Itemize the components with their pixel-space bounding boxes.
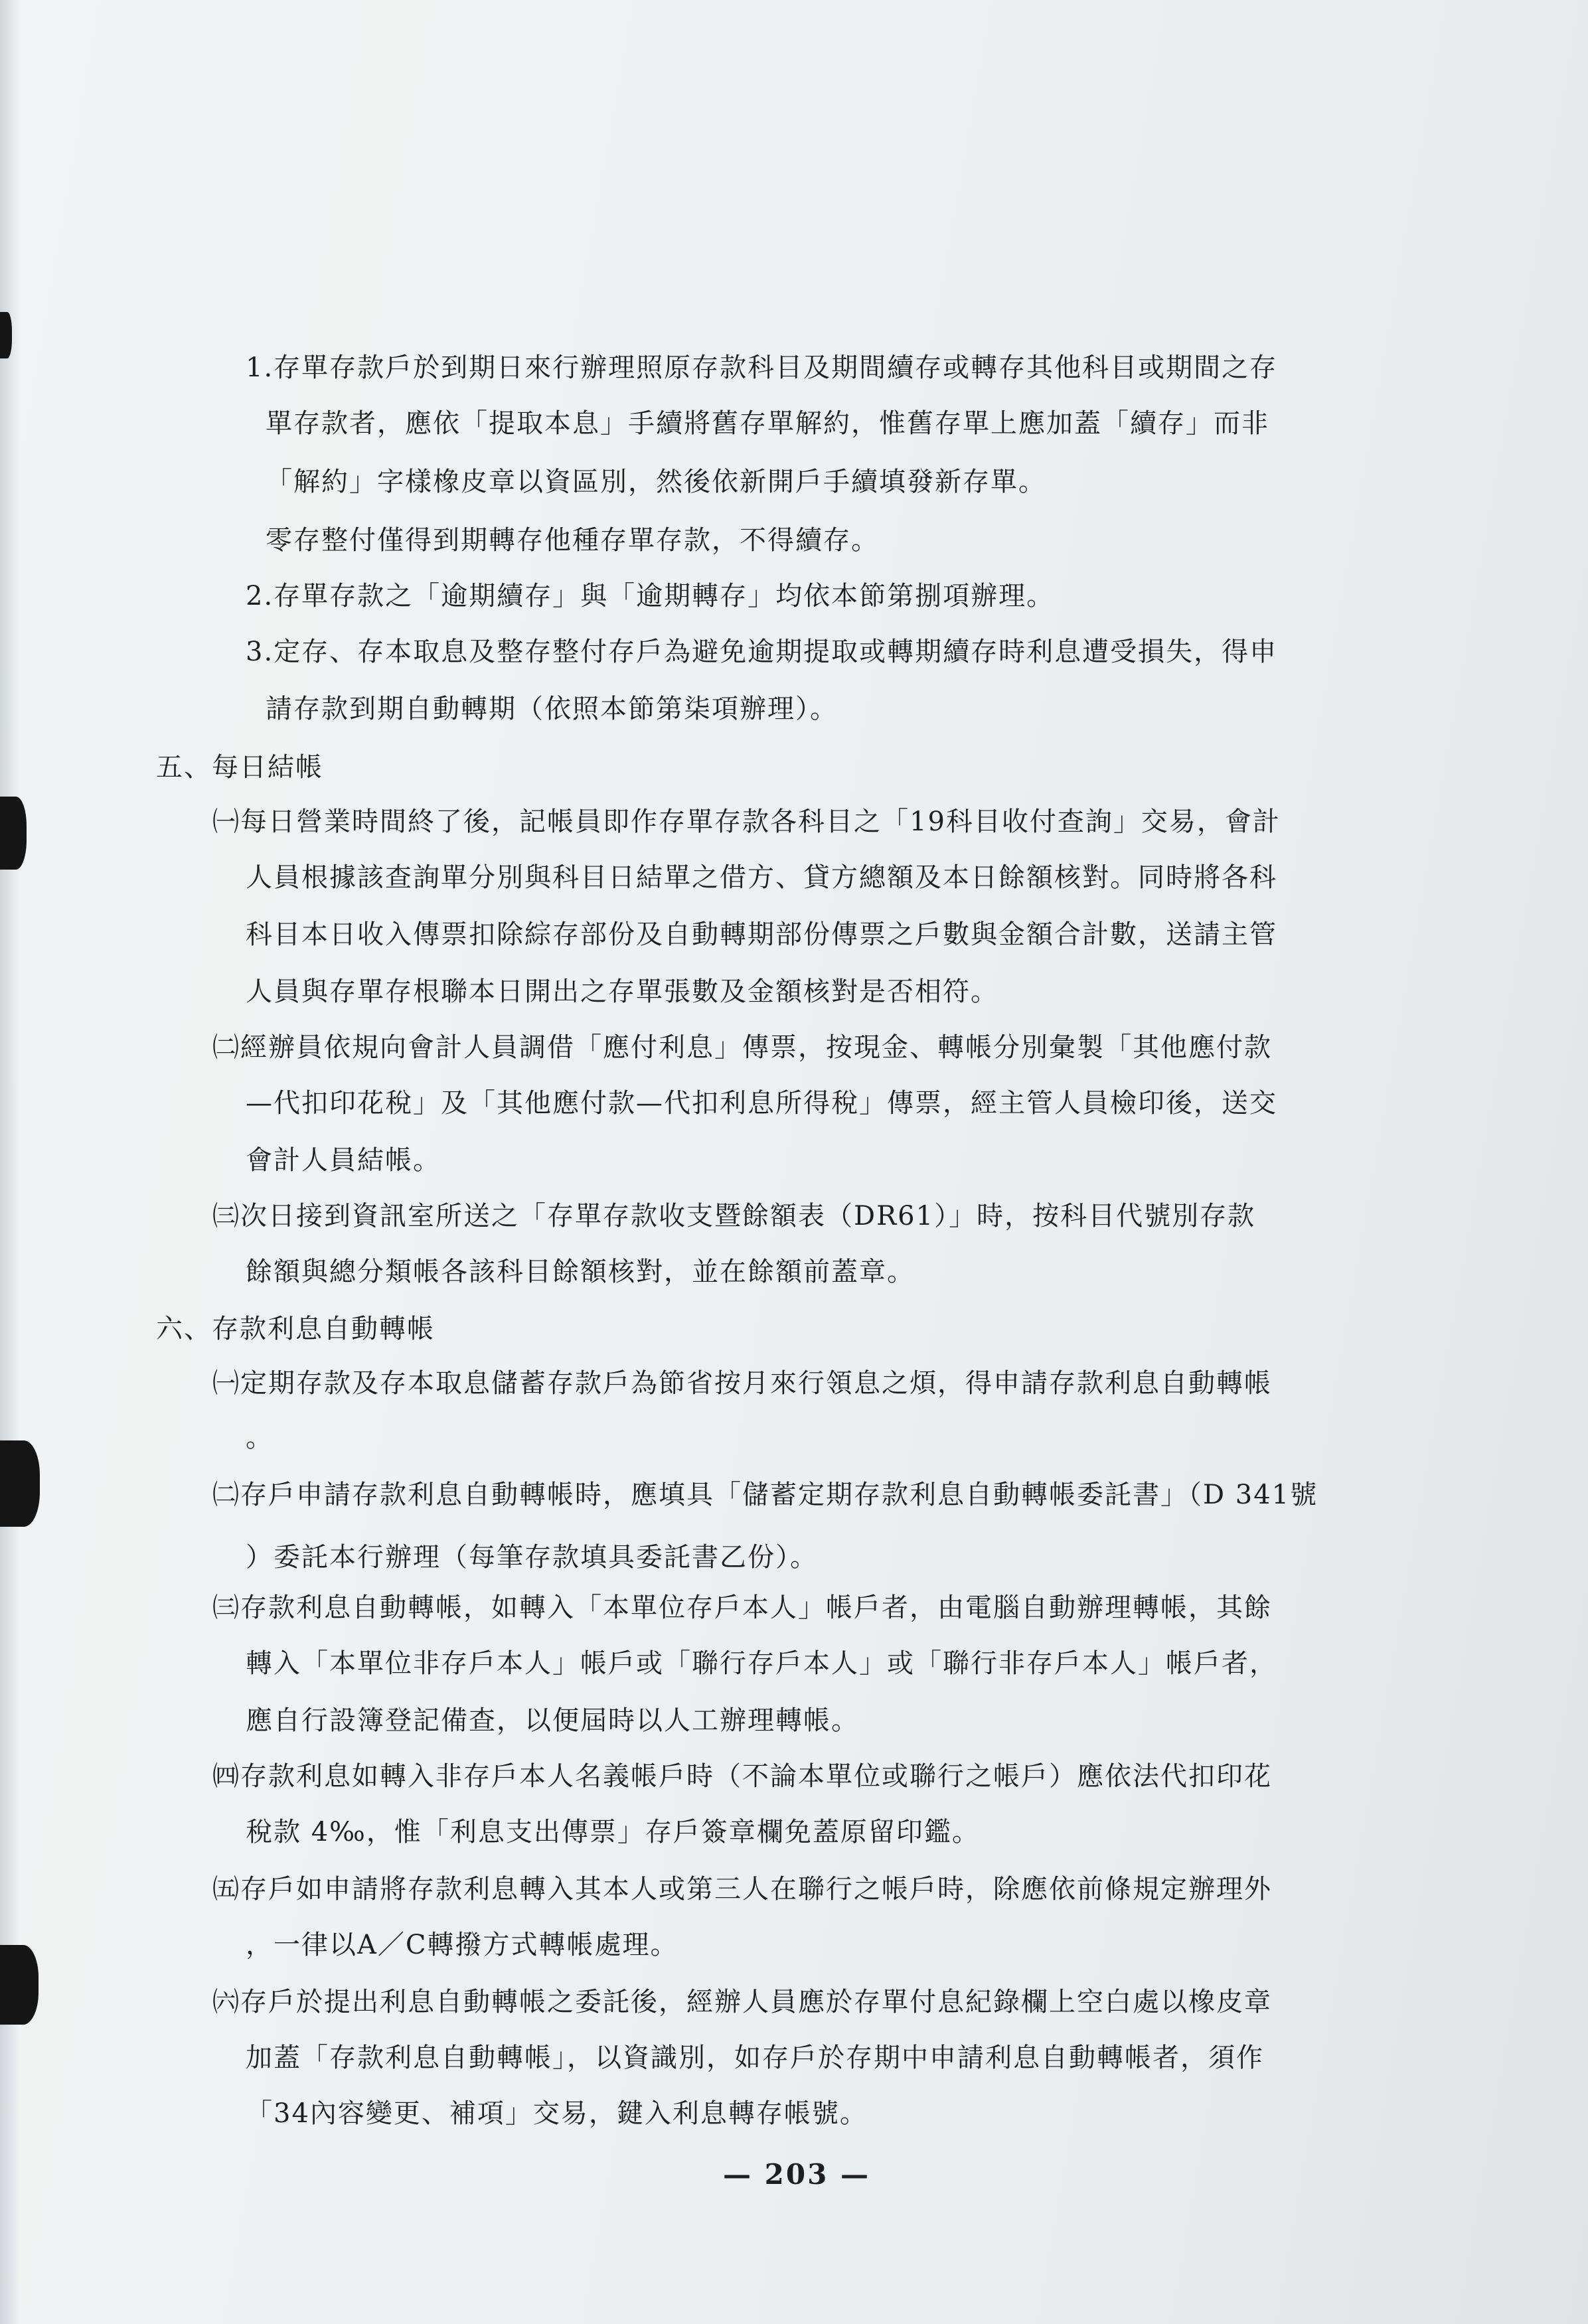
- text-line: ㈠每日營業時間終了後，記帳員即作存單存款各科目之「19科目收付查詢」交易，會計: [212, 807, 1281, 837]
- text-line: 轉入「本單位非存戶本人」帳戶或「聯行存戶本人」或「聯行非存戶本人」帳戶者，: [246, 1648, 1277, 1679]
- page-number: — 203 —: [723, 2158, 870, 2191]
- text-line: 零存整付僅得到期轉存他種存單存款，不得續存。: [266, 525, 879, 556]
- text-line: ㈢存款利息自動轉帳，如轉入「本單位存戶本人」帳戶者，由電腦自動辦理轉帳，其餘: [212, 1592, 1272, 1623]
- text-line: —代扣印花稅」及「其他應付款—代扣利息所得稅」傳票，經主管人員檢印後，送交: [246, 1088, 1277, 1119]
- text-line: 單存款者，應依「提取本息」手續將舊存單解約，惟舊存單上應加蓋「續存」而非: [266, 408, 1269, 439]
- text-line: ㈡存戶申請存款利息自動轉帳時，應填具「儲蓄定期存款利息自動轉帳委託書」（D 341號: [212, 1480, 1318, 1510]
- section-heading: 六、存款利息自動轉帳: [156, 1314, 435, 1344]
- section-heading: 五、每日結帳: [156, 752, 323, 783]
- text-line: 2.存單存款之「逾期續存」與「逾期轉存」均依本節第捌項辦理。: [246, 581, 1055, 611]
- text-line: ㈥存戶於提出利息自動轉帳之委託後，經辦人員應於存單付息紀錄欄上空白處以橡皮章: [212, 1987, 1272, 2017]
- text-line: 應自行設簿登記備查，以便屆時以人工辦理轉帳。: [246, 1705, 859, 1736]
- text-line: ㈡經辦員依規向會計人員調借「應付利息」傳票，按現金、轉帳分別彙製「其他應付款: [212, 1032, 1272, 1063]
- text-line: 「解約」字樣橡皮章以資區別，然後依新開戶手續填發新存單。: [266, 467, 1046, 497]
- text-line: ）委託本行辦理（每筆存款填具委託書乙份）。: [246, 1542, 818, 1573]
- punch-hole: [0, 1440, 40, 1527]
- text-line: 人員與存單存根聯本日開出之存單張數及金額核對是否相符。: [246, 976, 998, 1007]
- text-line: ㈣存款利息如轉入非存戶本人名義帳戶時（不論本單位或聯行之帳戶）應依法代扣印花: [212, 1761, 1272, 1792]
- punch-hole: [0, 312, 12, 358]
- text-line: 1.存單存款戶於到期日來行辦理照原存款科目及期間續存或轉存其他科目或期間之存: [246, 352, 1278, 383]
- text-line: 「34內容變更、補項」交易，鍵入利息轉存帳號。: [246, 2098, 868, 2129]
- text-line: ㈤存戶如申請將存款利息轉入其本人或第三人在聯行之帳戶時，除應依前條規定辦理外: [212, 1874, 1272, 1904]
- text-line: 加蓋「存款利息自動轉帳」，以資識別，如存戶於存期中申請利息自動轉帳者，須作: [246, 2043, 1264, 2073]
- text-line: 會計人員結帳。: [246, 1145, 441, 1176]
- text-line: 請存款到期自動轉期（依照本節第柒項辦理）。: [266, 694, 838, 724]
- text-line: ㈠定期存款及存本取息儲蓄存款戶為節省按月來行領息之煩，得申請存款利息自動轉帳: [212, 1368, 1272, 1399]
- text-line: 科目本日收入傳票扣除綜存部份及自動轉期部份傳票之戶數與金額合計數，送請主管: [246, 919, 1277, 950]
- text-line: 人員根據該查詢單分別與科目日結單之借方、貸方總額及本日餘額核對。同時將各科: [246, 862, 1277, 893]
- text-line: 餘額與總分類帳各該科目餘額核對，並在餘額前蓋章。: [246, 1257, 915, 1287]
- text-line: 。: [246, 1423, 274, 1453]
- text-line: ，一律以A／C轉撥方式轉帳處理。: [246, 1930, 678, 1960]
- punch-hole: [0, 1945, 39, 2025]
- text-line: 3.定存、存本取息及整存整付存戶為避免逾期提取或轉期續存時利息遭受損失，得申: [246, 637, 1278, 667]
- punch-hole: [0, 797, 27, 870]
- text-line: ㈢次日接到資訊室所送之「存單存款收支暨餘額表（DR61）」時，按科目代號別存款: [212, 1201, 1256, 1231]
- text-line: 稅款 4‰，惟「利息支出傳票」存戶簽章欄免蓋原留印鑑。: [246, 1817, 980, 1847]
